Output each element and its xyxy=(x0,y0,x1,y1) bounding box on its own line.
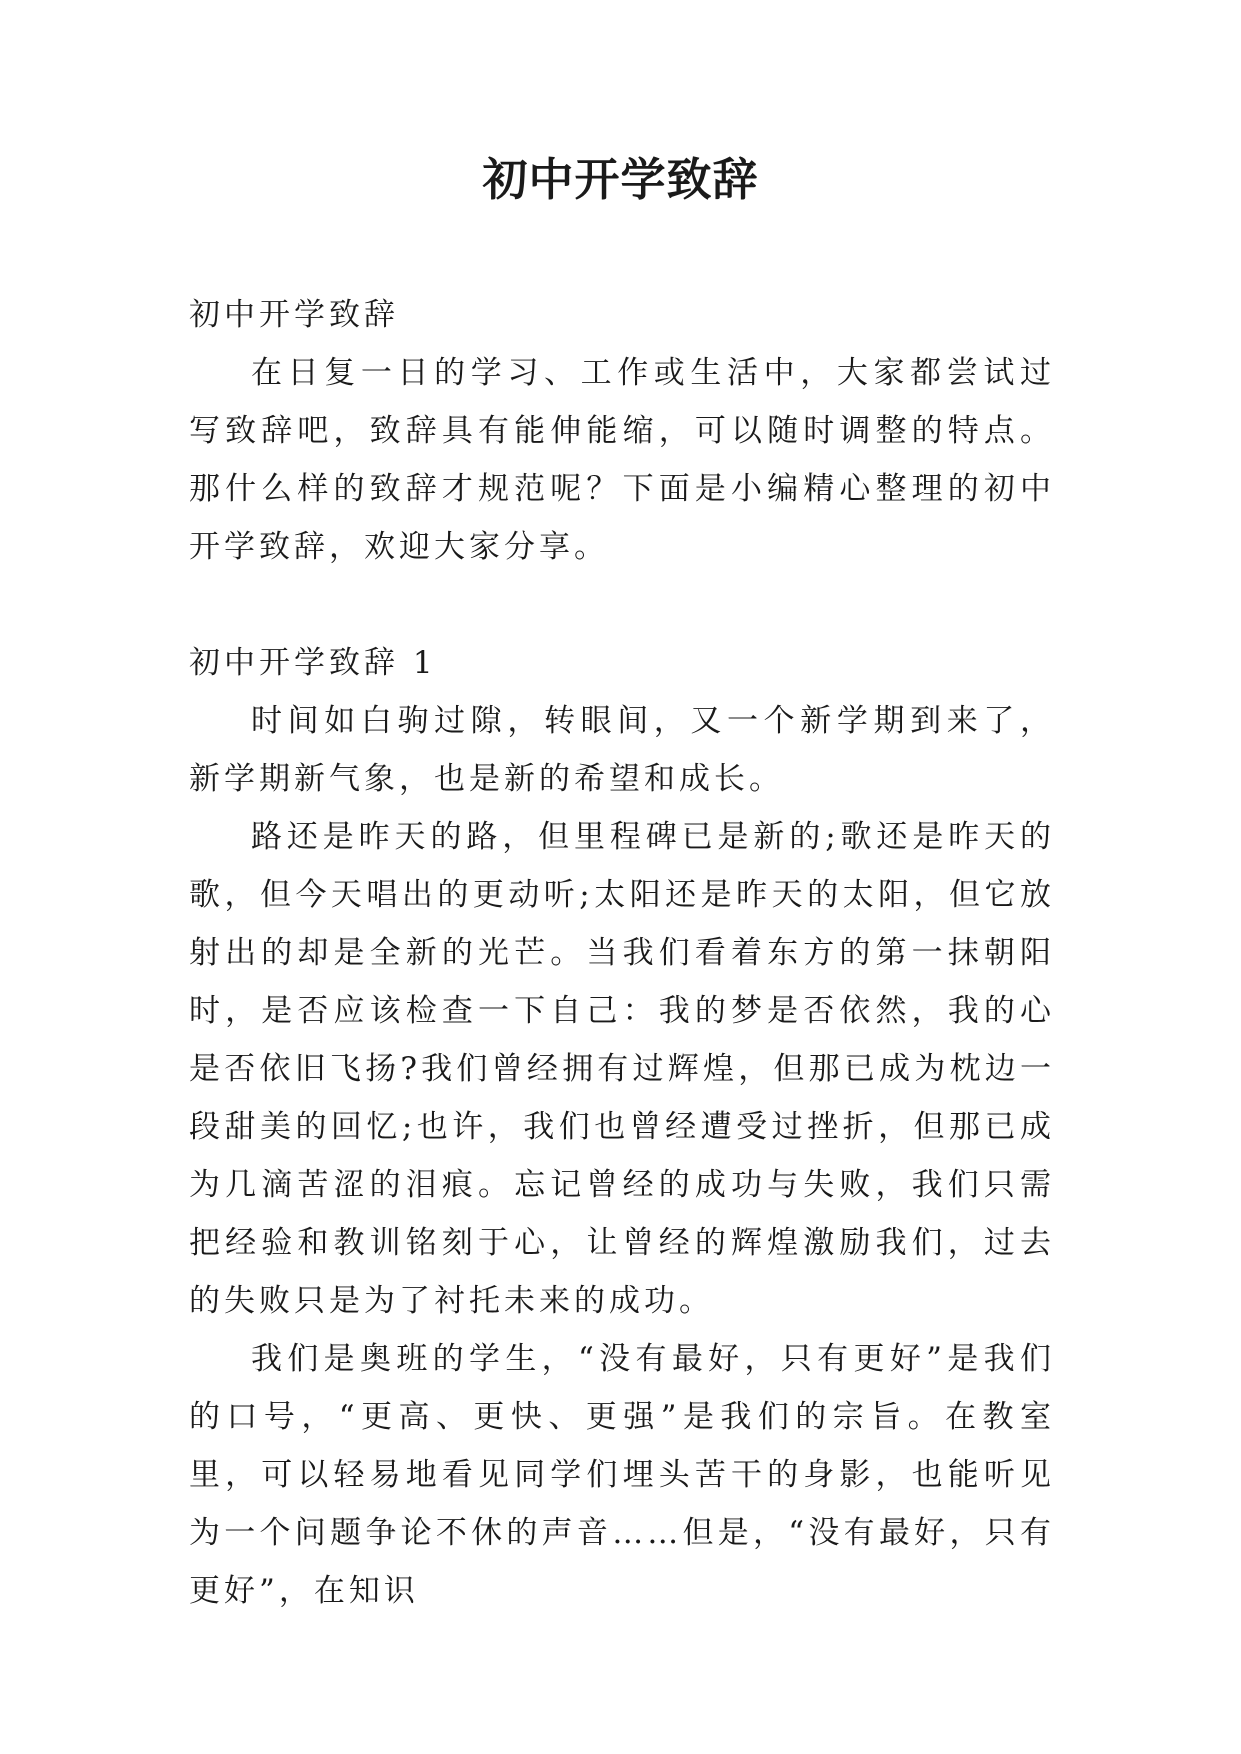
document-body xyxy=(189,286,1055,1620)
intro-paragraph: 在日复一日的学习、工作或生活中，大家都尝试过写致辞吧，致辞具有能伸能缩，可以随时调整的特点。那什么样的致辞才规范呢？下面是小编精心整理的初中开学致辞，欢迎大家分享。 xyxy=(189,355,1055,565)
body-paragraph: 我们是奥班的学生，“没有最好，只有更好”是我们的口号，“更高、更快、更强”是我们的宗旨。在教室里，可以轻易地看见同学们埋头苦干的身影，也能听见为一个问题争论不休的声音……但是，“没有最好，只有更好”，在知识 xyxy=(189,1341,1055,1609)
intro-heading: 初中开学致辞 xyxy=(189,297,399,333)
section-heading: 初中开学致辞 1 xyxy=(189,645,437,681)
body-paragraph: 路还是昨天的路，但里程碑已是新的;歌还是昨天的歌，但今天唱出的更动听;太阳还是昨天的太阳，但它放射出的却是全新的光芒。当我们看着东方的第一抹朝阳时，是否应该检查一下自己：我的梦是否依然，我的心是否依旧飞扬?我们曾经拥有过辉煌，但那已成为枕边一段甜美的回忆;也许，我们也曾经遭受过挫折，但那已成为几滴苦涩的泪痕。忘记曾经的成功与失败，我们只需把经验和教训铭刻于心，让曾经的辉煌激励我们，过去的失败只是为了衬托未来的成功。 xyxy=(189,819,1055,1319)
body-paragraph: 时间如白驹过隙，转眼间，又一个新学期到来了，新学期新气象，也是新的希望和成长。 xyxy=(189,703,1055,797)
document-title: 初中开学致辞 xyxy=(482,153,759,206)
section-spacer xyxy=(189,576,1055,634)
